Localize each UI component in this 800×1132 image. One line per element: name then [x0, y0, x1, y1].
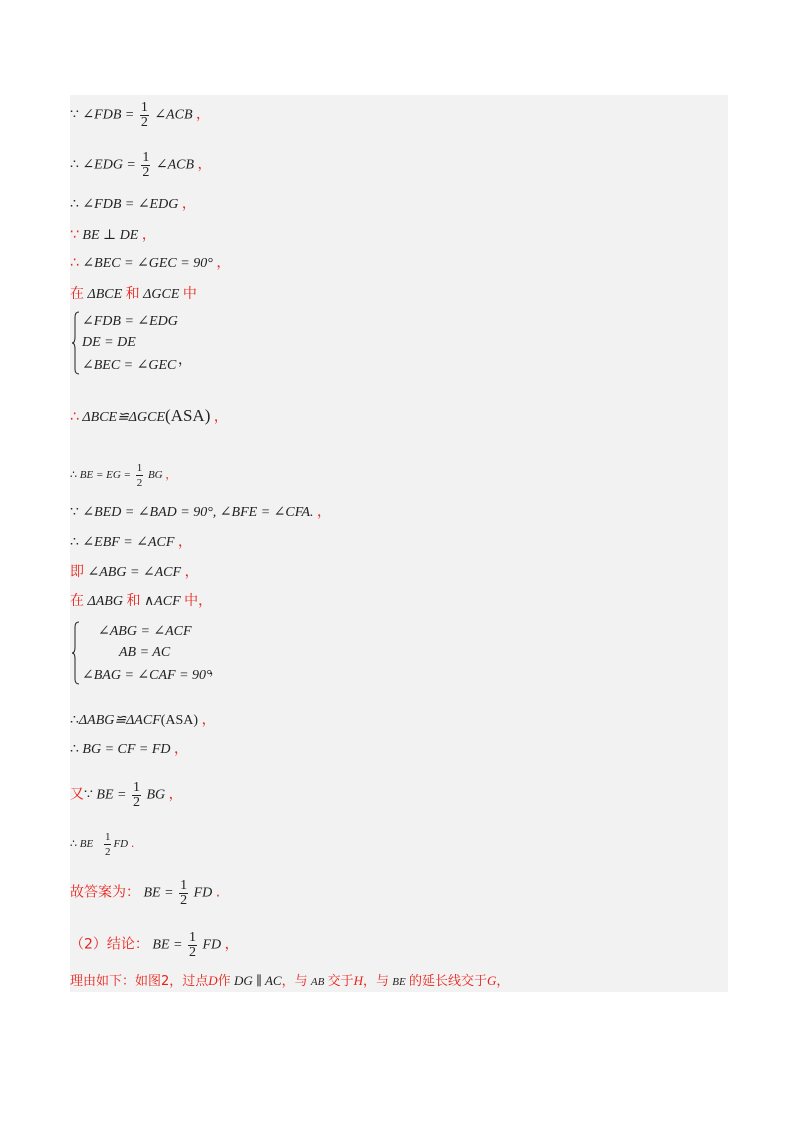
- expr-lhs: BE: [79, 838, 94, 851]
- expr-rhs: ∠ACB: [154, 107, 193, 123]
- denominator: 2: [180, 893, 188, 908]
- punctuation: ，: [216, 255, 231, 271]
- punctuation: ，: [181, 196, 196, 212]
- text: 中: [182, 286, 197, 302]
- denominator: 2: [104, 846, 111, 858]
- line-19: [70, 973, 509, 990]
- text: ，与: [362, 974, 389, 989]
- punctuation: ，: [177, 534, 192, 550]
- therefore-symbol: ∴: [70, 713, 79, 728]
- text: 的延长线交于: [408, 974, 487, 989]
- punctuation: ，: [141, 227, 156, 243]
- text: 即: [70, 564, 84, 580]
- line-9: [70, 504, 331, 521]
- because-symbol: ∵: [70, 107, 79, 123]
- line-2: [70, 151, 212, 180]
- numerator: 1: [104, 831, 111, 843]
- system-row: DE = DE: [82, 335, 136, 350]
- denominator: 2: [140, 115, 148, 130]
- expr-lhs: BE = EG =: [79, 469, 131, 482]
- left-brace-icon: [72, 311, 80, 375]
- expr-lhs: BE =: [143, 885, 174, 901]
- line-6: [70, 286, 197, 303]
- therefore-symbol: ∴: [70, 157, 79, 173]
- fraction: [104, 830, 112, 859]
- solution-sheet: [70, 95, 728, 992]
- fraction: [132, 781, 141, 810]
- numerator: 1: [132, 780, 140, 795]
- text: 又: [70, 786, 84, 803]
- punctuation: ，: [317, 504, 332, 520]
- punctuation: .: [215, 884, 221, 901]
- punctuation: ，: [197, 156, 212, 173]
- fraction: [136, 461, 144, 490]
- punctuation: ，: [184, 564, 199, 580]
- therefore-symbol: ∴: [70, 535, 79, 550]
- punctuation: ，: [213, 409, 228, 425]
- line-16: [70, 830, 134, 859]
- conclusion-label: （2）结论：: [70, 936, 149, 953]
- numerator: 1: [140, 100, 148, 115]
- triangle-label: ΔBCE: [87, 287, 123, 302]
- segment-label: BE: [392, 976, 406, 988]
- punctuation: ，: [174, 741, 189, 757]
- expr-rhs: BG: [147, 469, 163, 482]
- punctuation: ，: [178, 353, 192, 368]
- punctuation: ，: [168, 786, 183, 803]
- fraction: [141, 151, 150, 180]
- expression: ∠FDB = ∠EDG: [82, 197, 179, 212]
- denominator: 2: [142, 165, 150, 180]
- asa-label: (ASA): [165, 406, 211, 425]
- system-row: ∠ABG = ∠ACF: [98, 624, 192, 639]
- triangle-label: ΔGCE: [143, 287, 180, 302]
- line-8: [70, 461, 176, 490]
- expression: BE ⊥ DE: [82, 228, 139, 243]
- punctuation: ，: [165, 468, 177, 482]
- therefore-symbol: ∴: [70, 742, 79, 757]
- line-1: [70, 101, 210, 130]
- denominator: 2: [132, 795, 140, 810]
- therefore-symbol: ∴: [70, 469, 77, 482]
- denominator: 2: [188, 945, 196, 960]
- therefore-symbol: ∴: [70, 197, 79, 212]
- numerator: 1: [142, 150, 150, 165]
- system-row: AB = AC: [119, 645, 171, 660]
- line-18: [70, 931, 239, 960]
- system-row: ∠BAG = ∠CAF = 90°: [82, 668, 212, 683]
- equation-system-2: [72, 621, 242, 685]
- text: ，: [496, 974, 510, 989]
- equation-system-1: [72, 311, 232, 375]
- punctuation: ，: [209, 663, 223, 678]
- point-label: D: [208, 973, 218, 988]
- expression: ∠EBF = ∠ACF: [82, 535, 175, 550]
- denominator: 2: [136, 477, 143, 489]
- numerator: 1: [188, 930, 196, 945]
- line-14: [70, 741, 188, 758]
- therefore-symbol: ∴: [70, 255, 79, 271]
- expression: ∠BEC = ∠GEC = 90°: [82, 256, 213, 271]
- system-row: ∠FDB = ∠EDG: [82, 314, 178, 329]
- expr-rhs: FD: [202, 937, 222, 953]
- therefore-symbol: ∴: [70, 838, 77, 851]
- expr-lhs: BE =: [96, 787, 127, 803]
- punctuation: ，: [224, 936, 239, 953]
- text: 理由如下：如图2，过点: [70, 974, 209, 989]
- expression: ∠BED = ∠BAD = 90°, ∠BFE = ∠CFA.: [82, 505, 314, 520]
- punctuation: .: [130, 837, 135, 851]
- fraction: [188, 931, 197, 960]
- fraction: [140, 101, 149, 130]
- expr-rhs: FD: [113, 838, 129, 851]
- line-5: [70, 255, 230, 272]
- left-brace-icon: [72, 621, 80, 685]
- text: 和: [125, 286, 140, 302]
- answer-label: 故答案为：: [70, 884, 140, 901]
- expr-lhs: ∠FDB =: [82, 107, 135, 123]
- text: 中，: [184, 593, 213, 609]
- expr-rhs: FD: [193, 885, 213, 901]
- congruence: ΔABG≌ΔACF: [78, 713, 161, 728]
- numerator: 1: [180, 878, 188, 893]
- line-3: [70, 196, 196, 213]
- line-11: [70, 564, 199, 581]
- numerator: 1: [136, 462, 143, 474]
- expr-rhs: BG: [146, 787, 166, 803]
- because-symbol: ∵: [70, 227, 79, 243]
- expr-lhs: ∠EDG =: [82, 157, 136, 173]
- text: 在: [70, 593, 84, 609]
- point-label: G: [486, 973, 497, 988]
- line-12: [70, 593, 212, 610]
- line-4: [70, 227, 156, 244]
- therefore-symbol: ∴: [70, 409, 79, 425]
- because-symbol: ∵: [70, 505, 79, 520]
- text: 作: [217, 974, 231, 989]
- text: 在: [70, 286, 84, 302]
- text: ，与: [281, 974, 308, 989]
- system-row: ∠BEC = ∠GEC: [82, 358, 177, 373]
- expr-lhs: BE =: [152, 937, 183, 953]
- expression: DG ∥ AC: [233, 973, 282, 988]
- line-7: [70, 408, 228, 426]
- text: 交于: [327, 974, 354, 989]
- line-17: [70, 879, 220, 908]
- point-label: H: [353, 973, 363, 988]
- text: 和: [126, 593, 141, 609]
- expr-rhs: ∠ACB: [155, 157, 195, 173]
- triangle-label: ΔABG: [87, 594, 123, 609]
- segment-label: AB: [310, 976, 325, 988]
- triangle-label: ∧ACF: [143, 594, 181, 609]
- expression: BG = CF = FD: [82, 742, 171, 757]
- line-15: [70, 781, 183, 810]
- punctuation: ，: [196, 106, 210, 123]
- fraction: [179, 879, 188, 908]
- punctuation: ，: [201, 712, 216, 728]
- because-symbol: ∵: [84, 787, 93, 803]
- expression: ∠ABG = ∠ACF: [87, 565, 182, 580]
- line-10: [70, 534, 192, 551]
- congruence: ΔBCE≌ΔGCE: [82, 410, 166, 425]
- asa-label: (ASA): [160, 713, 199, 728]
- line-13: [70, 712, 216, 729]
